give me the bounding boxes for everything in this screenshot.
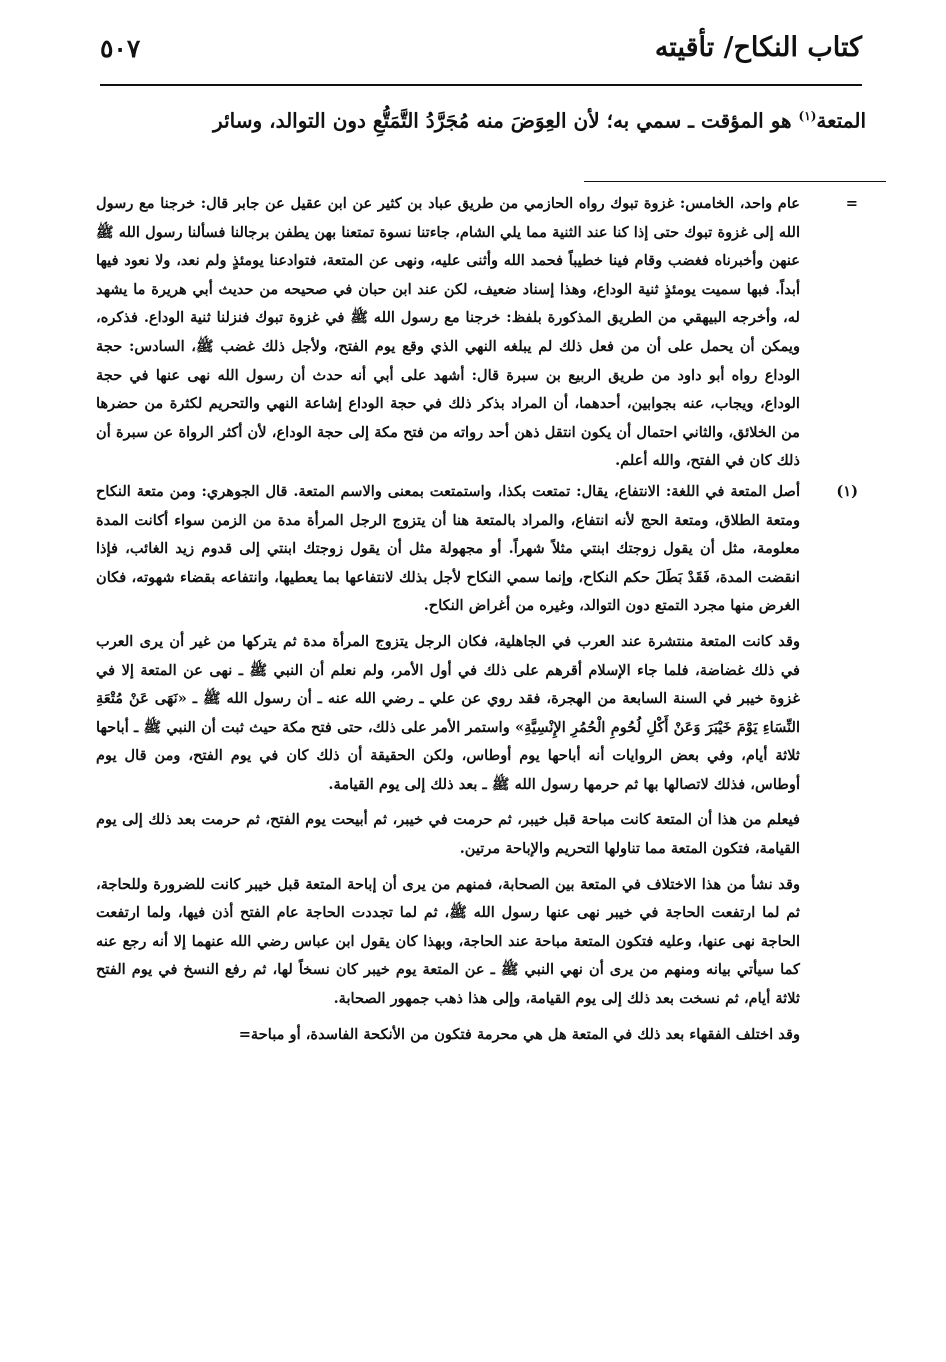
footnote-paragraph: فيعلم من هذا أن المتعة كانت مباحة قبل خيبر، ثم حرمت في خيبر، ثم أبيحت يوم الفتح، ثم حرمت بعد ذلك إلى يوم القيامة، فتكون المتعة مما تناولها التحريم والإباحة مرتين. — [96, 811, 800, 858]
footnote-paragraph: أصل المتعة في اللغة: الانتفاع، يقال: تمتعت بكذا، واستمتعت بمعنى والاسم المتعة. قال الجوهري: ومن متعة النكاح ومتعة الطلاق، ومتعة الحج لأنه انتفاع، والمراد بالمتعة هنا أن يتزوج الرجل المرأة مدة من الزمن سواء أكانت المدة معلومة، مثل أن يقول زوجتك ابنتي مثلاً شهراً. أو مجهولة مثل أن يقول زوجتك ابنتي إلى قدوم زيد الغائب، فإذا انقضت المدة، فَقَدْ بَطَلَ حكم النكاح، وإنما سمي النكاح لأجل بذلك لانتفاعها بما يعطيها، وانتفاعه بقضاء شهوته، فكان الغرض منها مجرد التمتع دون التوالد، وغيره من أغراض النكاح. — [96, 482, 800, 615]
footnote-paragraph: وقد اختلف الفقهاء بعد ذلك في المتعة هل هي محرمة فتكون من الأنكحة الفاسدة، أو مباحة= — [238, 1025, 800, 1043]
continuation-paragraph — [96, 190, 800, 476]
continuation-text-sixth: : حجة الوداع رواه أبو داود من طريق الربيع بن سبرة قال: أشهد على أبي أنه حدث أن رسول الله نهى عنها في حجة الوداع، ويجاب، عنه بجوابين، أحدهما، أن المراد بذكر ذلك في حجة الوداع إشاعة النهي والتحريم لكثرة من حضرها من الخلائق، والثاني احتمال أن يكون انتقل ذهن أحد رواته من فتح مكة إلى حجة الوداع، لأن أكثر الرواة عن سبرة أن ذلك كان في الفتح، والله أعلم. — [96, 337, 800, 470]
footnote-1 — [96, 478, 858, 1049]
footnote-continuation — [96, 190, 858, 476]
page-header — [100, 22, 862, 86]
book-title: كتاب النكاح/ تأقيته — [654, 32, 862, 63]
continuation-label-sixth: السادس — [134, 337, 185, 355]
footnote-reference: (١) — [798, 109, 817, 123]
footnote-divider — [584, 181, 886, 182]
continuation-text-fifth: : غزوة تبوك رواه الحازمي من طريق عباد بن كثير عن ابن عقيل عن جابر قال: خرجنا مع رسول الله إلى غزوة تبوك حتى إذا كنا عند الثنية مما يلي الشام، جاءتنا نسوة تمتعنا بهن يطفن برجالنا فسألنا رسول الله ﷺ عنهن وأخبرناه فغضب وقام فينا خطيباً فحمد الله وأثنى عليه، ونهى عن المتعة، فتوادعنا يومئذٍ ولم نعد، ولا نعود فيها أبداً. فبها سميت يومئذٍ ثنية الوداع، وهذا إسناد ضعيف، لكن عند ابن حبان في صحيحه من حديث أبي هريرة ما يشهد له، وأخرجه البيهقي من الطريق المذكورة بلفظ: خرجنا مع رسول الله ﷺ في غزوة تبوك فنزلنا ثنية الوداع. فذكره، ويمكن أن يحمل على أن من فعل ذلك لم يبلغه النهي الذي وقع يوم الفتح، ولأجل ذلك غضب ﷺ، — [96, 195, 800, 355]
page-number: ٥٠٧ — [100, 34, 141, 63]
footnote-paragraph: وقد كانت المتعة منتشرة عند العرب في الجاهلية، فكان الرجل يتزوج المرأة مدة ثم يتركها من غير أن يرى العرب في ذلك غضاضة، فلما جاء الإسلام أقرهم على ذلك في أول الأمر، ولم نعلم أن النبي ﷺ ـ نهى عن المتعة إلا في غزوة خيبر في السنة السابعة من الهجرة، فقد روي عن علي ـ رضي الله عنه ـ أن رسول الله ﷺ ـ «نَهَى عَنْ مُتْعَةِ النِّسَاءِ يَوْمَ خَيْبَرَ وَعَنْ أَكْلِ لُحُومِ الْحُمُرِ الإِنْسِيَّةِ» واستمر الأمر على ذلك، حتى فتح مكة حيث ثبت أن النبي ﷺ ـ أباحها ثلاثة أيام، وفي بعض الروايات أنه أباحها يوم أوطاس، ولكن الحقيقة أن ذلك كان في يوم الفتح، ومن قال يوم أوطاس، فذلك لاتصالها بها ثم حرمها رسول الله ﷺ ـ بعد ذلك إلى يوم القيامة. — [96, 632, 800, 793]
footnote-1-marker: (١) — [836, 482, 858, 500]
main-text-line — [92, 96, 866, 141]
continuation-label-fifth: الخامس — [685, 195, 735, 212]
main-text-before: المتعة — [816, 108, 866, 133]
footnote-paragraph: وقد نشأ من هذا الاختلاف في المتعة بين الصحابة، فمنهم من يرى أن إباحة المتعة قبل خيبر كانت للضرورة وللحاجة، ثم لما ارتفعت الحاجة في خيبر نهى عنها رسول الله ﷺ، ثم لما تجددت الحاجة عام الفتح أذن فيها، ولما ارتفعت الحاجة نهى عنها، وعليه فتكون المتعة مباحة عند الحاجة، وبهذا كان يقول ابن عباس رضي الله عنهما إلا أنه رجع عنه كما سيأتي بيانه ومنهم من يرى أن نهي النبي ﷺ ـ عن المتعة يوم خيبر كان نسخاً لها، ثم رفع النسخ في يوم الفتح ثلاثة أيام، ثم نسخت بعد ذلك إلى يوم القيامة، وإلى هذا ذهب جمهور الصحابة. — [96, 875, 800, 1008]
main-text-after: هو المؤقت ـ سمي به؛ لأن العِوَضَ منه مُجَرَّدُ التَّمَتُّعِ دون التوالد، وسائر — [213, 108, 799, 133]
footnotes-section — [96, 190, 858, 1049]
continuation-lead: عام واحد، — [734, 195, 800, 212]
continuation-marker: = — [845, 195, 858, 212]
